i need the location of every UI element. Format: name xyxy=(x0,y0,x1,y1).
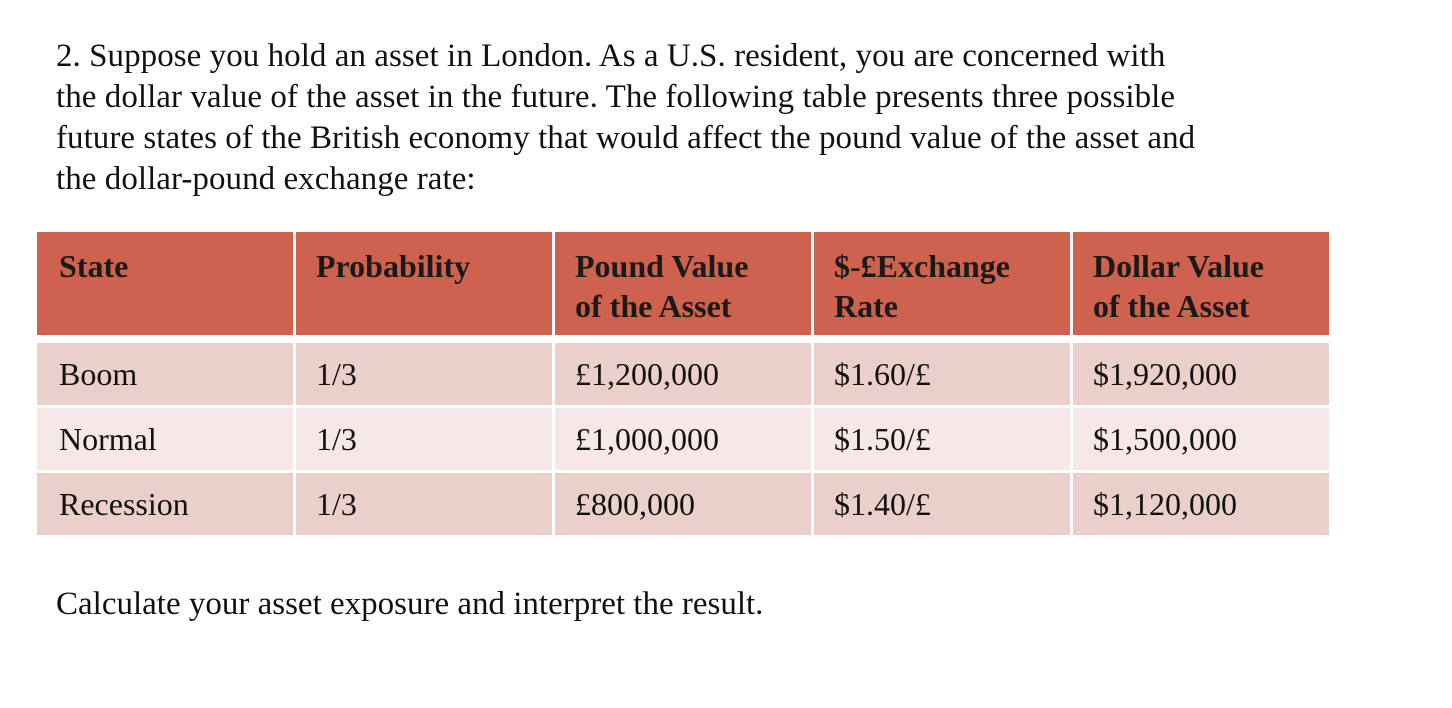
header-probability: Probability xyxy=(296,232,552,335)
cell-dollar-value: $1,500,000 xyxy=(1073,408,1329,470)
cell-pound-value: £800,000 xyxy=(555,473,811,535)
cell-pound-value: £1,200,000 xyxy=(555,343,811,405)
question-line: future states of the British economy that would affect the pound value of the asset and xyxy=(56,120,1196,156)
question-line: the dollar-pound exchange rate: xyxy=(56,161,476,197)
cell-dollar-value: $1,920,000 xyxy=(1073,343,1329,405)
cell-state: Normal xyxy=(37,408,293,470)
header-exchange-rate: $-£Exchange Rate xyxy=(814,232,1070,335)
prompt-text: Calculate your asset exposure and interpret the result. xyxy=(56,586,764,622)
cell-probability: 1/3 xyxy=(296,473,552,535)
table-header-row xyxy=(37,232,1329,335)
cell-state: Boom xyxy=(37,343,293,405)
cell-exchange-rate: $1.40/£ xyxy=(814,473,1070,535)
table-row xyxy=(37,408,1329,470)
cell-pound-value: £1,000,000 xyxy=(555,408,811,470)
table-row xyxy=(37,343,1329,405)
exchange-rate-table xyxy=(34,229,1332,538)
question-line: the dollar value of the asset in the future. The following table presents three possible xyxy=(56,79,1176,115)
header-state: State xyxy=(37,232,293,335)
question-text xyxy=(56,36,1316,200)
question-line: 2. Suppose you hold an asset in London. As a U.S. resident, you are concerned with xyxy=(56,38,1166,74)
cell-exchange-rate: $1.60/£ xyxy=(814,343,1070,405)
cell-exchange-rate: $1.50/£ xyxy=(814,408,1070,470)
header-pound-value: Pound Value of the Asset xyxy=(555,232,811,335)
cell-probability: 1/3 xyxy=(296,343,552,405)
table-row xyxy=(37,473,1329,535)
cell-probability: 1/3 xyxy=(296,408,552,470)
cell-dollar-value: $1,120,000 xyxy=(1073,473,1329,535)
cell-state: Recession xyxy=(37,473,293,535)
header-dollar-value: Dollar Value of the Asset xyxy=(1073,232,1329,335)
